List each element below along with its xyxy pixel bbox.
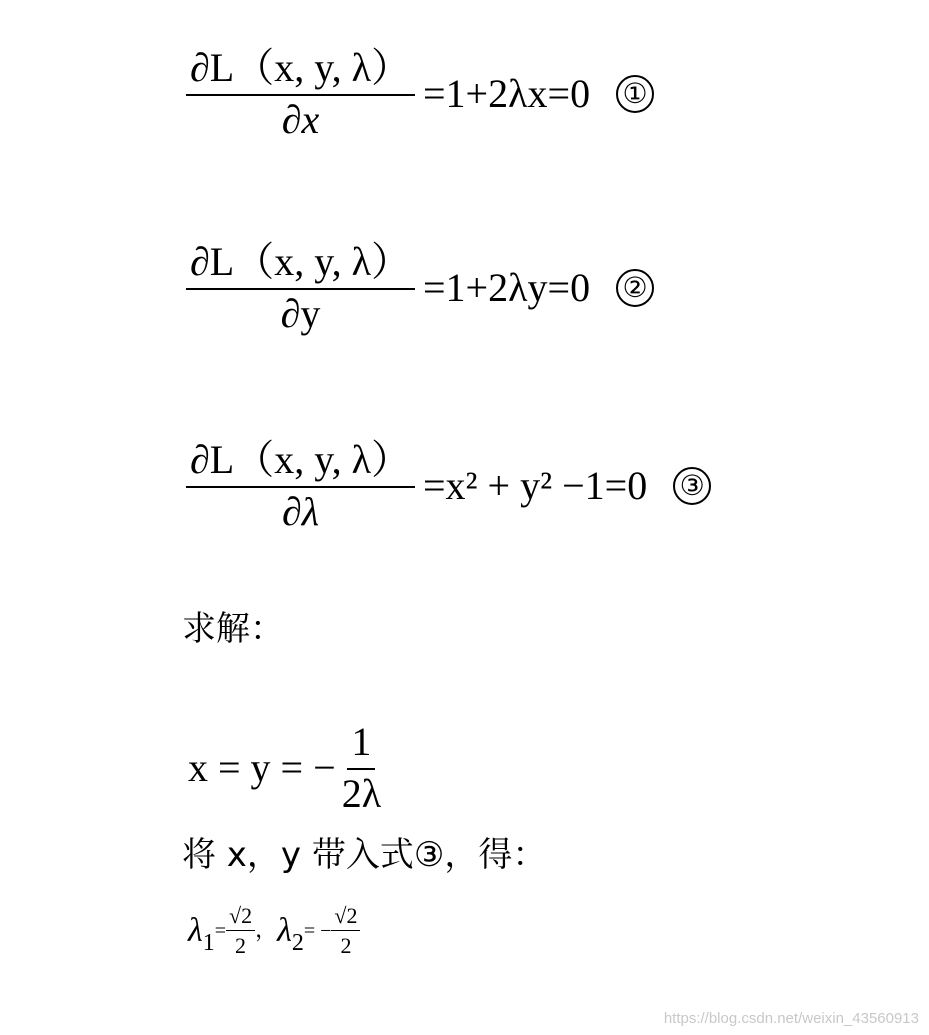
lambda-1-subscript: 1 xyxy=(202,930,215,956)
solution-denominator: 2λ xyxy=(341,771,382,816)
equation-marker: ① xyxy=(616,75,654,113)
equation-marker: ② xyxy=(616,269,654,307)
solution-numerator: 1 xyxy=(347,722,375,770)
substitute-text: 将 x，y 带入式③，得： xyxy=(182,835,547,875)
lambda-results xyxy=(188,905,360,957)
equation-rhs: =1+2λy=0 xyxy=(423,265,591,310)
lambda-1-value-denominator: 2 xyxy=(235,933,247,958)
equation-2 xyxy=(186,239,654,336)
lambda-2-value-numerator: √2 xyxy=(331,905,360,931)
lambda-1-equals: = xyxy=(214,920,227,942)
lambda-1-symbol: λ xyxy=(188,912,203,949)
solution-lhs: x = y = − xyxy=(188,745,336,790)
lambda-2-symbol: λ xyxy=(277,912,292,949)
lambda-2-equals: = − xyxy=(303,920,332,942)
lambda-2-subscript: 2 xyxy=(291,930,304,956)
fraction-denominator: ∂λ xyxy=(281,489,320,534)
equation-1 xyxy=(186,45,654,142)
equation-marker: ③ xyxy=(673,467,711,505)
lambda-1-value-numerator: √2 xyxy=(226,905,255,931)
equation-3 xyxy=(186,437,711,534)
solution-equation xyxy=(188,719,382,816)
equation-rhs: =x² + y² −1=0 xyxy=(423,463,648,508)
fraction-denominator: ∂y xyxy=(280,291,321,336)
partial-fraction xyxy=(186,239,415,336)
fraction-numerator: ∂L（x, y, λ） xyxy=(186,440,415,488)
partial-fraction xyxy=(186,437,415,534)
lambda-1-value xyxy=(226,905,255,957)
partial-fraction xyxy=(186,45,415,142)
lambda-2-value xyxy=(331,905,360,957)
watermark: https://blog.csdn.net/weixin_43560913 xyxy=(663,1010,919,1027)
separator: ， xyxy=(255,918,278,943)
fraction-numerator: ∂L（x, y, λ） xyxy=(186,48,415,96)
lambda-2-value-denominator: 2 xyxy=(340,933,352,958)
equation-rhs: =1+2λx=0 xyxy=(423,71,591,116)
solve-label: 求解： xyxy=(182,609,284,649)
fraction-denominator: ∂x xyxy=(281,97,320,142)
fraction-numerator: ∂L（x, y, λ） xyxy=(186,242,415,290)
solution-fraction xyxy=(341,719,382,816)
